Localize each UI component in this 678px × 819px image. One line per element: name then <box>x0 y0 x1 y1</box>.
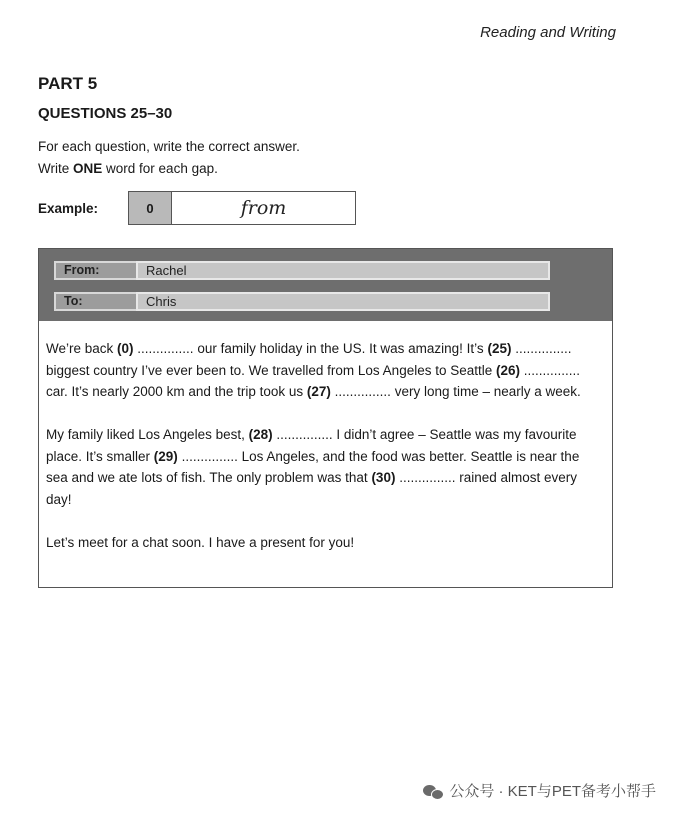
body-text: car. It’s nearly 2000 km and the trip took us <box>46 384 307 399</box>
gap-number: (29) <box>153 448 178 464</box>
email-card <box>38 248 613 588</box>
section-header: Reading and Writing <box>480 24 616 41</box>
body-text: very long time – nearly a week. <box>390 384 581 399</box>
gap-number: (25) <box>487 341 512 356</box>
email-paragraph-1 <box>46 338 591 403</box>
instruction-emphasis: ONE <box>73 161 103 176</box>
body-text: biggest country I’ve ever been to. We travelled from Los Angeles to Seattle <box>46 362 497 378</box>
body-text: I didn’t agree – Seattle was my favourite place. It’s smaller <box>46 427 577 464</box>
questions-title: QUESTIONS 25–30 <box>38 105 173 122</box>
gap-number: (28) <box>248 427 273 442</box>
gap-blank[interactable]: ............... <box>399 470 456 485</box>
gap-blank[interactable]: ............... <box>334 384 391 399</box>
body-text: We’re back <box>46 341 118 356</box>
instruction-text: Write <box>38 161 74 176</box>
gap-blank[interactable]: ............... <box>137 341 194 356</box>
gap-number: (0) <box>117 341 134 356</box>
instruction-line-2 <box>38 161 218 176</box>
email-header <box>39 249 612 321</box>
body-text: rained almost every day! <box>46 470 578 507</box>
gap-number: (26) <box>496 362 521 378</box>
example-answer: from <box>240 197 287 219</box>
from-label: From: <box>54 261 150 280</box>
instruction-text: word for each gap. <box>102 161 218 176</box>
watermark-text: 公众号 · KET与PET备考小帮手 <box>449 783 656 800</box>
gap-number: (30) <box>371 470 396 485</box>
watermark <box>423 780 656 801</box>
gap-number: (27) <box>306 384 331 399</box>
email-body <box>46 338 591 553</box>
example-label: Example: <box>38 201 99 216</box>
email-paragraph-3: Let’s meet for a chat soon. I have a present for you! <box>46 534 355 550</box>
to-field: Chris <box>136 292 550 311</box>
from-field: Rachel <box>136 261 550 280</box>
body-text: My family liked Los Angeles best, <box>46 427 249 442</box>
example-box <box>128 191 356 225</box>
wechat-icon <box>423 783 443 799</box>
instruction-line-1: For each question, write the correct answer. <box>38 139 300 154</box>
gap-blank[interactable]: ............... <box>523 362 581 378</box>
gap-blank[interactable]: ............... <box>276 427 333 442</box>
body-text: our family holiday in the US. It was amazing! It’s <box>193 341 488 356</box>
gap-blank[interactable]: ............... <box>181 448 238 464</box>
gap-blank[interactable]: ............... <box>515 341 572 356</box>
email-paragraph-2 <box>46 424 591 510</box>
example-number: 0 <box>129 192 172 224</box>
part-title: PART 5 <box>38 74 98 93</box>
body-text: Los Angeles, and the food was better. Seattle is near the sea and we ate lots of fish. The only problem was that <box>46 448 580 485</box>
to-label: To: <box>54 292 150 311</box>
